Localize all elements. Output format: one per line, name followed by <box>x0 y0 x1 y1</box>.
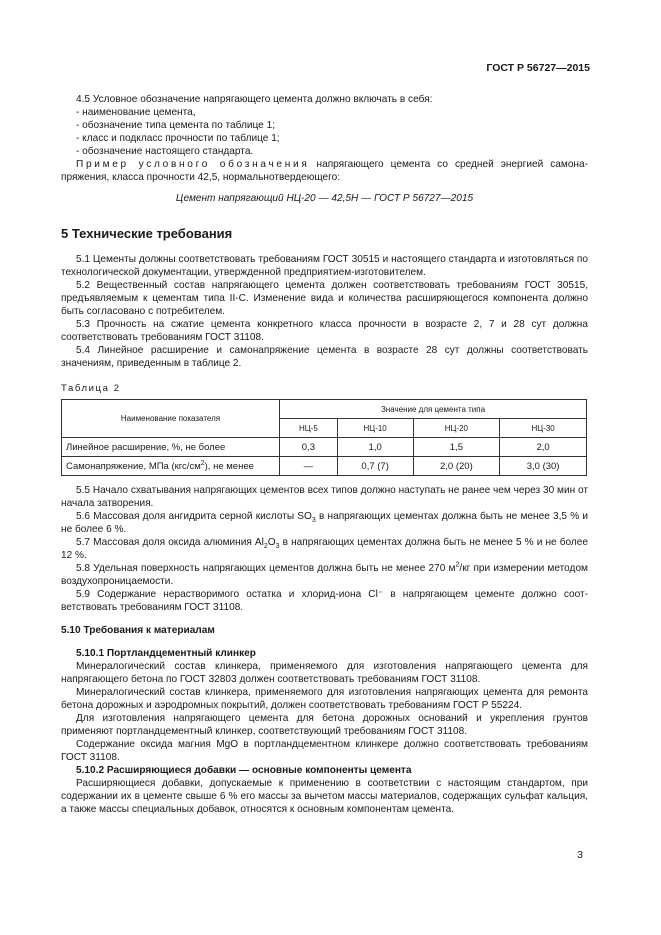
section-5-10-1-title: 5.10.1 Портландцементный клинкер <box>76 648 256 659</box>
subscript: 3 <box>275 543 280 551</box>
paragraph: Расширяющиеся добавки, допускаемые к применению в соответствии с настоящим стандартом, при содержании их в цементе свыше 6 % его массы за вычетом массы материалов, содержащих сульфат кальция, а также массы специальных добавок, относятся к основным компонентам цемента. <box>61 778 588 815</box>
list-item: - наименование цемента, <box>76 107 196 118</box>
paragraph: Минералогический состав клинкера, применяемого для изготовления напрягающего цемента для напрягающего бетона по ГОСТ 32803 должен соответствовать требованиям ГОСТ 31108. <box>61 661 588 685</box>
example-designation: Цемент напрягающий НЦ-20 — 42,5Н — ГОСТ Р 56727—2015 <box>175 193 474 204</box>
clause-5-8 <box>61 562 588 588</box>
clause-5-2: 5.2 Вещественный состав напрягающего цемента должен соответствовать требованиям ГОСТ 30515, предъявляемым к цементам типа II-C. Изменение вида и количества расширяющегося компонента должно быть согласовано с потребителем. <box>61 280 588 317</box>
row-label: Линейное расширение, %, не более <box>62 438 280 457</box>
page-content <box>61 93 588 816</box>
clause-5-3: 5.3 Прочность на сжатие цемента конкретного класса прочности в возрасте 2, 7 и 28 сут должна соответствовать требованиям ГОСТ 31108. <box>61 319 588 343</box>
section-5-10-title: 5.10 Требования к материалам <box>61 625 215 636</box>
table-cell: 0,7 (7) <box>337 457 413 476</box>
col-header-type: НЦ-5 <box>280 419 338 438</box>
subscript: 2 <box>263 543 268 551</box>
table-row <box>62 457 587 476</box>
table-cell: 1,0 <box>337 438 413 457</box>
col-header-name: Наименование показателя <box>62 400 280 438</box>
paragraph: Для изготовления напрягающего цемента для бетона дорожных оснований и укрепления грунтов применяют портландцементный клинкер, соответствующий требованиям ГОСТ 31108. <box>61 713 588 737</box>
clause-5-1: 5.1 Цементы должны соответствовать требованиям ГОСТ 30515 и настоящего стандарта и изготовляться по технологической документации, утвержденной предприятием-изготовителем. <box>61 254 588 278</box>
clause-4-5: 4.5 Условное обозначение напрягающего цемента должно включать в себя: <box>76 94 433 105</box>
row-label-part: ), не менее <box>204 460 254 472</box>
page-number: 3 <box>577 849 583 861</box>
text-part: 5.7 Массовая доля оксида алюминия Al <box>76 537 264 548</box>
superscript: 2 <box>200 459 205 467</box>
clause-5-9: 5.9 Содержание нерастворимого остатка и хлорид-иона Cl⁻ в напрягающем цементе должно соответствовать требованиям ГОСТ 31108. <box>61 589 588 613</box>
text-part: /кг при измерении методом воздухопроницаемости. <box>61 563 588 587</box>
table-cell: 2,0 (20) <box>413 457 500 476</box>
superscript: 2 <box>455 561 460 569</box>
clause-5-5: 5.5 Начало схватывания напрягающих цементов всех типов должно наступать не ранее чем через 30 мин от начала затворения. <box>61 485 588 509</box>
table-cell: — <box>280 457 338 476</box>
clause-5-4: 5.4 Линейное расширение и самонапряжение цемента в возрасте 28 сут должны соответствовать значениям, приведенным в таблице 2. <box>61 345 588 369</box>
table-2 <box>61 399 587 476</box>
clause-5-7 <box>61 536 588 562</box>
text-part: 5.8 Удельная поверхность напрягающих цементов должна быть не менее 270 м <box>76 563 456 574</box>
section-5-10-2-title: 5.10.2 Расширяющиеся добавки — основные компоненты цемента <box>76 765 412 776</box>
clause-5-6 <box>61 510 588 536</box>
subscript: 3 <box>311 517 316 525</box>
table-row <box>62 438 587 457</box>
table-cell: 1,5 <box>413 438 500 457</box>
paragraph: Минералогический состав клинкера, применяемого для изготовления напрягающих цемента для ремонта бетона дорожных и аэродромных покрытий, должен соответствовать требованиям ГОСТ Р 55224. <box>61 687 588 711</box>
table-cell: 3,0 (30) <box>500 457 587 476</box>
text-part: в напрягающих цементах должна быть не менее 3,5 % и не более 6 %. <box>61 511 588 535</box>
example-paragraph <box>61 158 588 184</box>
col-header-type: НЦ-10 <box>337 419 413 438</box>
table-cell: 0,3 <box>280 438 338 457</box>
row-label-part: Самонапряжение, МПа (кгс/см <box>66 460 201 472</box>
table-cell: 2,0 <box>500 438 587 457</box>
standard-header: ГОСТ Р 56727—2015 <box>486 62 590 74</box>
paragraph: Содержание оксида магния MgO в портландцементном клинкере должно соответствовать требованиям ГОСТ 31108. <box>61 739 588 763</box>
text-part: O <box>267 537 276 548</box>
list-item: - класс и подкласс прочности по таблице 1; <box>76 133 280 144</box>
col-header-type: НЦ-20 <box>413 419 500 438</box>
table-2-caption: Таблица 2 <box>61 383 121 394</box>
section-5-title: 5 Технические требования <box>61 226 233 241</box>
list-item: - обозначение настоящего стандарта. <box>76 146 254 157</box>
text-part: 5.6 Массовая доля ангидрита серной кислоты SO <box>76 511 312 522</box>
row-label <box>62 457 280 476</box>
col-header-group: Значение для цемента типа <box>280 400 587 419</box>
example-label: Пример условного обозначения <box>76 159 310 170</box>
col-header-type: НЦ-30 <box>500 419 587 438</box>
text-part: в напрягающих цементах должна быть не менее 5 % и не более 12 %. <box>61 537 589 561</box>
example-text: напрягающего цемента со средней энергией самонапряжения, класса прочности 42,5, нормальнотвердеющего: <box>61 159 588 183</box>
list-item: - обозначение типа цемента по таблице 1; <box>76 120 276 131</box>
